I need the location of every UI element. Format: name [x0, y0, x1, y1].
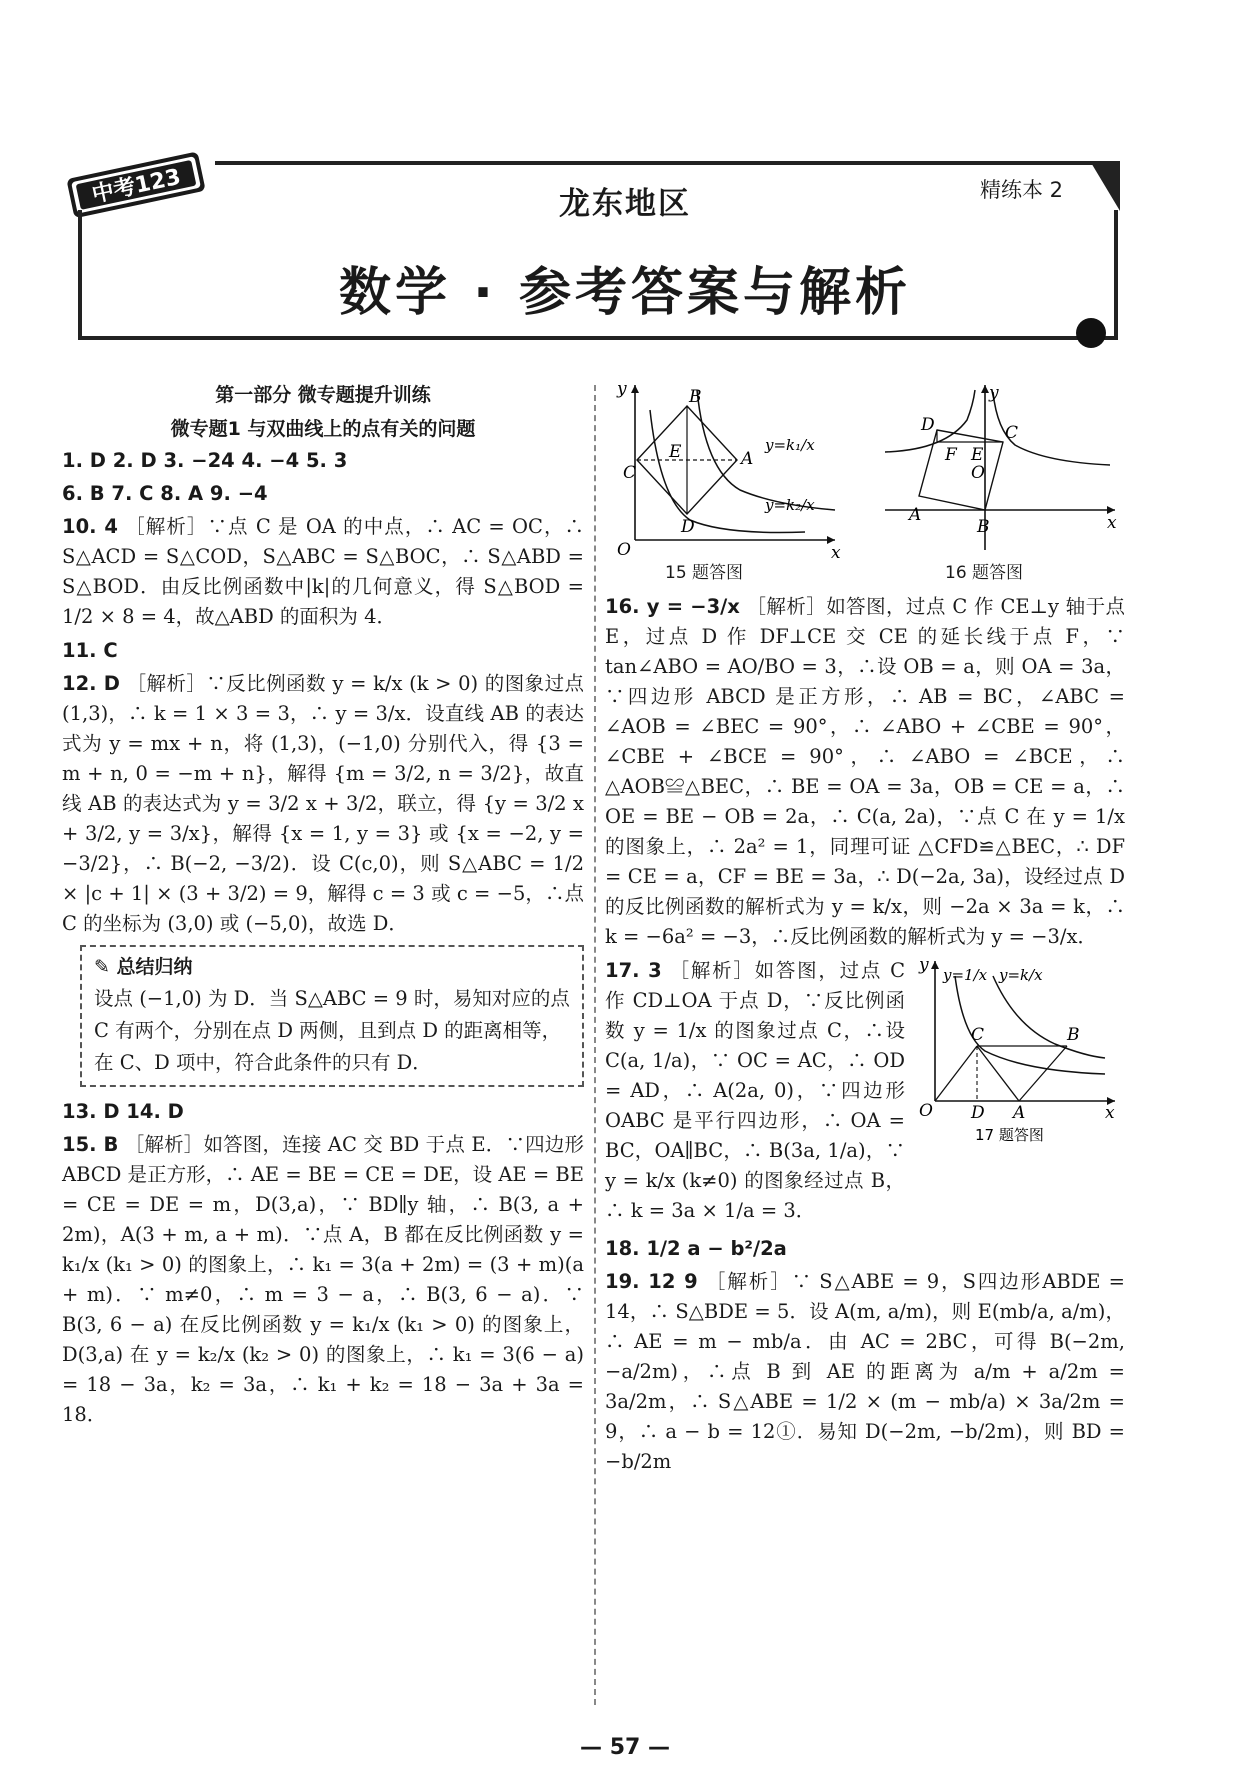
fig15-label-k1: y=k₁/x [765, 436, 815, 454]
fig17-label-x: x [1105, 1103, 1115, 1123]
solution-17-text: ［解析］如答图，过点 C 作 CD⊥OA 于点 D，∵反比例函数 y = 1/x 的图象过点 C，∴设 C(a, 1/a)，∵ OC = AC，∴ OD = AD，∴ A(2a, 0)，∵四边形 OABC 是平行四边形，∴ OA = BC，OA∥BC，∴ B(3a, 1/a)，∵ y = k/x (k≠0) 的图象经过点 B，∴ k = 3a × 1/a = 3． [605, 959, 905, 1222]
solution-19 [605, 1267, 1125, 1477]
fig15-label-E: E [669, 442, 682, 462]
fig15-label-B: B [689, 387, 702, 407]
fig15-label-D: D [681, 517, 695, 537]
summary-box [80, 945, 584, 1087]
book-tag: 精练本 2 [980, 178, 1064, 202]
solution-10-text: ［解析］∵点 C 是 OA 的中点，∴ AC = OC，∴ S△ACD = S△COD，S△ABC = S△BOC，∴ S△ABD = S△BOD．由反比例函数中|k|的几何意义，得 S△BOD = 1/2 × 8 = 4，故△ABD 的面积为 4． [62, 515, 584, 628]
answer-18: 18. 1/2 a − b²/2a [605, 1237, 787, 1260]
figure-15-caption: 15 题答图 [665, 563, 744, 583]
fig17-label-ykx: y=k/x [999, 966, 1043, 984]
fig17-label-y1x: y=1/x [943, 966, 988, 984]
solution-15-text: ［解析］如答图，连接 AC 交 BD 于点 E．∵四边形 ABCD 是正方形，∴ AE = BE = CE = DE，设 AE = BE = CE = DE = m，D(3,a)，∵ BD∥y 轴，∴ B(3, a + 2m)，A(3 + m, a + m)．∵点 A，B 都在反比例函数 y = k₁/x (k₁ > 0) 的图象上，∴ k₁ = 3(a + 2m) = (3 + m)(a + m)．∵ m≠0，∴ m = 3 − a，∴ B(3, 6 − a)．∵ B(3, 6 − a) 在反比例函数 y = k₁/x (k₁ > 0) 的图象上，D(3,a) 在 y = k₂/x (k₂ > 0) 的图象上，∴ k₁ = 3(6 − a) = 18 − 3a，k₂ = 3a，∴ k₁ + k₂ = 18 − 3a + 3a = 18． [62, 1133, 584, 1426]
figure-16 [875, 380, 1125, 560]
header-top-rule [215, 161, 1115, 165]
fig16-label-B: B [977, 517, 990, 537]
fig16-label-F: F [945, 445, 957, 465]
region-title: 龙东地区 [559, 186, 691, 222]
topic-title: 微专题1 与双曲线上的点有关的问题 [170, 418, 476, 440]
answer-row-1: 1. D 2. D 3. −24 4. −4 5. 3 [62, 449, 348, 472]
fig17-label-O: O [919, 1101, 933, 1121]
column-divider [594, 385, 596, 1705]
part-title: 第一部分 微专题提升训练 [215, 384, 431, 406]
page-title: 数学 · 参考答案与解析 [339, 263, 911, 323]
solution-16-text: ［解析］如答图，过点 C 作 CE⊥y 轴于点 E，过点 D 作 DF⊥CE 交 CE 的延长线于点 F，∵ tan∠ABO = AO/BO = 3，∴设 OB = a，则 OA = 3a，∵四边形 ABCD 是正方形，∴ AB = BC，∠ABC = ∠AOB = ∠BEC = 90°，∴ ∠ABO + ∠CBE = 90°，∠CBE + ∠BCE = 90°，∴ ∠ABO = ∠BCE，∴ △AOB≌△BEC，∴ BE = OA = 3a，OB = CE = a，∴ OE = BE − OB = 2a，∴ C(a, 2a)，∵点 C 在 y = 1/x 的图象上，∴ 2a² = 1，同理可证 △CFD≌△BEC，∴ DF = CE = a，CF = BE = 3a，∴ D(−2a, 3a)，设经过点 D 的反比例函数的解析式为 y = k/x，则 −2a × 3a = k，∴ k = −6a² = −3，∴反比例函数的解析式为 y = −3/x． [605, 595, 1125, 948]
answer-row-2: 6. B 7. C 8. A 9. −4 [62, 482, 268, 505]
fig17-label-B: B [1067, 1025, 1080, 1045]
page-number: — 57 — [580, 1735, 670, 1760]
fig15-label-x: x [831, 543, 841, 560]
figures-15-16 [605, 380, 1125, 590]
fig15-label-O: O [617, 540, 631, 560]
left-column [62, 380, 584, 1434]
fig16-label-A: A [909, 505, 922, 525]
fig16-label-x: x [1107, 513, 1117, 533]
summary-title: ✎ 总结归纳 [94, 956, 193, 978]
fig15-label-k2: y=k₂/x [765, 496, 815, 514]
fig15-label-y: y [617, 380, 627, 399]
solution-19-number: 19. 12 9 [605, 1270, 698, 1293]
fig16-label-E: E [971, 445, 984, 465]
fig17-label-C: C [971, 1025, 985, 1045]
solution-12-number: 12. D [62, 672, 120, 695]
figure-16-caption: 16 题答图 [945, 563, 1024, 583]
solution-16 [605, 592, 1125, 952]
fig16-label-O: O [971, 463, 985, 483]
answer-11: 11. C [62, 639, 118, 662]
solution-10-number: 10. 4 [62, 515, 118, 538]
logo-text: 中考123 [89, 164, 183, 208]
solution-12-text: ［解析］∵反比例函数 y = k/x (k > 0) 的图象过点 (1,3)，∴ k = 1 × 3 = 3，∴ y = 3/x．设直线 AB 的表达式为 y = mx + n，将 (1,3)，(−1,0) 分别代入，得 {3 = m + n, 0 = −m + n}，解得 {m = 3/2, n = 3/2}，故直线 AB 的表达式为 y = 3/2 x + 3/2，联立，得 {y = 3/2 x + 3/2, y = 3/x}，解得 {x = 1, y = 3} 或 {x = −2, y = −3/2}，∴ B(−2, −3/2)．设 C(c,0)，则 S△ABC = 1/2 × |c + 1| × (3 + 3/2) = 9，解得 c = 3 或 c = −5，∴点 C 的坐标为 (3,0) 或 (−5,0)，故选 D． [62, 672, 585, 935]
right-column [605, 380, 1125, 1481]
solution-15 [62, 1130, 584, 1430]
figure-17 [915, 956, 1125, 1146]
solution-19-text: ［解析］∵ S△ABE = 9，S四边形ABDE = 14，∴ S△BDE = 5．设 A(m, a/m)，则 E(mb/a, a/m)，∴ AE = m − mb/a．由 AC = 2BC，可得 B(−2m, −a/2m)，∴点 B 到 AE 的距离为 a/m + a/2m = 3a/2m，∴ S△ABE = 1/2 × (m − mb/a) × 3a/2m = 9，∴ a − b = 12①．易知 D(−2m, −b/2m)，则 BD = −b/2m [605, 1270, 1125, 1473]
solution-10 [62, 512, 584, 632]
header-dot [1076, 318, 1106, 348]
figure-15 [605, 380, 855, 560]
solution-17-block [605, 956, 1125, 1226]
solution-17-number: 17. 3 [605, 959, 662, 982]
fig16-label-D: D [921, 415, 935, 435]
solution-12 [62, 669, 584, 939]
fig17-label-D: D [971, 1103, 985, 1123]
figure-17-caption: 17 题答图 [975, 1126, 1044, 1144]
fig17-label-A: A [1013, 1103, 1026, 1123]
fig15-label-C: C [623, 463, 637, 483]
solution-16-number: 16. y = −3/x [605, 595, 740, 618]
fig16-label-C: C [1005, 423, 1019, 443]
answer-13-14: 13. D 14. D [62, 1100, 184, 1123]
fig16-label-y: y [989, 383, 999, 403]
fig15-label-A: A [741, 449, 754, 469]
fig17-label-y: y [919, 956, 929, 975]
solution-15-number: 15. B [62, 1133, 119, 1156]
summary-text: 设点 (−1,0) 为 D．当 S△ABC = 9 时，易知对应的点 C 有两个，分别在点 D 两侧，且到点 D 的距离相等，在 C、D 项中，符合此条件的只有 D． [94, 987, 570, 1074]
